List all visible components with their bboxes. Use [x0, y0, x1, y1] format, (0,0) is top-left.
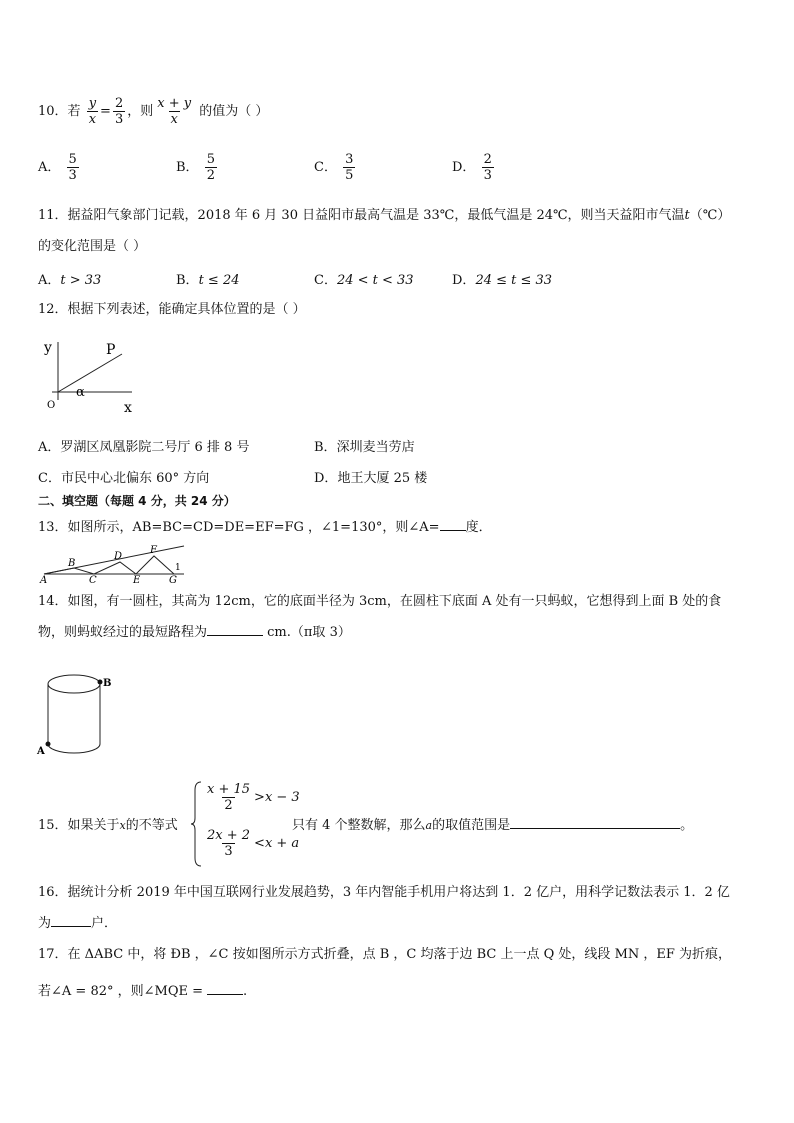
- q10-fraction-target: $\frac{x + y}{x}$: [157, 96, 192, 127]
- q10-fraction-two-thirds: $\frac{2}{3}$: [114, 96, 124, 127]
- q14-answer-blank[interactable]: [207, 635, 263, 636]
- cylinder-bottom: [48, 744, 100, 753]
- origin-label: O: [47, 400, 56, 411]
- q15-answer-blank[interactable]: [510, 828, 680, 829]
- brace-icon: [191, 780, 203, 868]
- svg-text:A: A: [37, 746, 45, 757]
- question-16-line-2: 为 户．: [38, 916, 118, 931]
- q15-inequality-system: [191, 780, 300, 868]
- q10-fraction-y-over-x: $\frac{y}{x}$: [88, 96, 97, 127]
- q16-answer-blank[interactable]: [51, 926, 91, 927]
- zigzag-segments: [44, 556, 174, 574]
- q11-option-d[interactable]: D．24 ≤ t ≤ 33: [452, 273, 553, 288]
- q12-option-d[interactable]: D．地王大厦 25 楼: [314, 471, 428, 486]
- ray-op: [58, 354, 122, 392]
- question-17-line-1: 17．在 ΔABC 中，将 ÐB ，∠C 按如图所示方式折叠，点 B ，C 均落于边 BC 上一点 Q 处，线段 MN ，EF 为折痕，: [38, 947, 732, 962]
- q12-option-c[interactable]: C．市民中心北偏东 60° 方向: [38, 471, 210, 486]
- q13-answer-blank[interactable]: [440, 530, 466, 531]
- point-a-marker: [46, 742, 51, 747]
- q10-number: 10．若: [38, 104, 81, 119]
- svg-text:E: E: [133, 575, 141, 584]
- alpha-label: α: [76, 385, 85, 400]
- q11-option-a[interactable]: A．t > 33: [38, 273, 102, 288]
- svg-text:D: D: [114, 551, 123, 562]
- q10-option-d[interactable]: D． $\frac{2}{3}$: [452, 152, 492, 183]
- cylinder-top: [48, 675, 100, 693]
- question-11-line-1: 11．据益阳气象部门记载，2018 年 6 月 30 日益阳市最高气温是 33℃，最低气温是 24℃，则当天益阳市气温t（℃）: [38, 208, 731, 223]
- q10-option-b[interactable]: B． $\frac{5}{2}$: [176, 152, 215, 183]
- svg-text:C: C: [89, 575, 97, 584]
- question-15-pre: 15．如果关于x的不等式: [38, 818, 178, 833]
- q10-option-c[interactable]: C． $\frac{3}{5}$: [314, 152, 354, 183]
- q12-coordinate-figure: [38, 334, 148, 420]
- question-16-line-1: 16．据统计分析 2019 年中国互联网行业发展趋势，3 年内智能手机用户将达到 1．2 亿户，用科学记数法表示 1．2 亿: [38, 885, 730, 900]
- point-b-marker: [98, 680, 103, 685]
- svg-text:A: A: [40, 575, 48, 584]
- q15-inequality-2: $\frac{2x + 2}{3}$ <x + a: [207, 828, 300, 859]
- svg-text:F: F: [150, 545, 157, 556]
- question-11-line-2: 的变化范围是（ ）: [38, 239, 147, 254]
- q13-zigzag-figure: [38, 540, 188, 584]
- svg-text:1: 1: [175, 563, 181, 573]
- q10-option-a[interactable]: A． $\frac{5}{3}$: [38, 152, 77, 183]
- q12-option-a[interactable]: A．罗湖区凤凰影院二号厅 6 排 8 号: [38, 440, 250, 455]
- question-12: 12．根据下列表述，能确定具体位置的是（ ）: [38, 302, 306, 317]
- svg-text:B: B: [68, 558, 76, 569]
- question-14-line-2: 物，则蚂蚁经过的最短路程为 cm.（π取 3）: [38, 625, 351, 640]
- q11-option-c[interactable]: C．24 < t < 33: [314, 273, 414, 288]
- q12-option-b[interactable]: B．深圳麦当劳店: [314, 440, 415, 455]
- question-17-line-2: 若∠A = 82° ，则∠MQE = .: [38, 984, 248, 999]
- section-2-heading: 二、填空题（每题 4 分，共 24 分）: [38, 494, 236, 508]
- p-label: P: [106, 342, 116, 358]
- question-15-post: 只有 4 个整数解，那么a的取值范围是 。: [292, 818, 694, 833]
- question-14-line-1: 14．如图，有一圆柱，其高为 12cm，它的底面半径为 3cm，在圆柱下底面 A 处有一只蚂蚁，它想得到上面 B 处的食: [38, 594, 722, 609]
- q11-option-b[interactable]: B．t ≤ 24: [176, 273, 240, 288]
- svg-text:G: G: [169, 575, 177, 584]
- y-label: y: [44, 340, 52, 356]
- q14-cylinder-figure: [34, 668, 114, 758]
- x-label: x: [124, 400, 132, 416]
- q15-inequality-1: $\frac{x + 15}{2}$ >x − 3: [207, 782, 300, 813]
- question-10: 10．若 $\frac{y}{x}$ = $\frac{2}{3}$ ，则 $\frac{x + y}{x}$ 的值为（ ）: [38, 96, 269, 127]
- q17-answer-blank[interactable]: [207, 994, 243, 995]
- svg-text:B: B: [103, 678, 112, 689]
- question-13: 13．如图所示，AB=BC=CD=DE=EF=FG ，∠1=130°，则∠A= 度．: [38, 520, 492, 535]
